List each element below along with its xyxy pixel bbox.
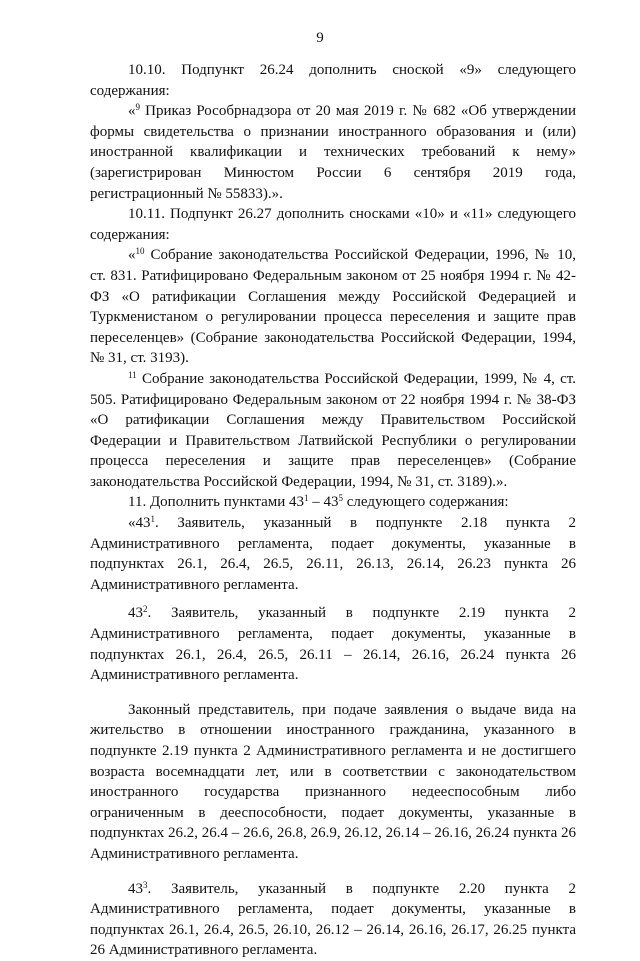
footnote-marker: 9 (135, 102, 140, 113)
paragraph-text: . Заявитель, указанный в подпункте 2.19 пункта 2 Административного регламента, подает документы, указанные в подпунктах 26.1, 26.4, 26.5, 26.11 – 26.14, 26.16, 26.24 пункта 26 Административного регламента. (90, 605, 576, 684)
superscript: 1 (304, 493, 309, 504)
footnote-text: Приказ Рособрнадзора от 20 мая 2019 г. № 682 «Об утверждении формы свидетельства о признании иностранного образования и (или) иностранной квалификации и технических требований к нему» (зарегистрирован Минюстом России 6 сентября 2019 года, регистрационный № 55833).». (90, 103, 576, 202)
footnote-10 (90, 245, 576, 369)
paragraph-43-1 (90, 513, 576, 595)
superscript: 5 (338, 493, 344, 504)
paragraph-text: Законный представитель, при подаче заявления о выдаче вида на жительство в отношении иностранного гражданина, указанного в подпункте 2.19 пункта 2 Административного регламента и не достигшего возраста восемнадцати лет, или в соответствии с законодательством иностранного государства признанного недееспособным либо ограниченным в дееспособности, подает документы, указанные в подпунктах 26.2, 26.4 – 26.6, 26.8, 26.9, 26.12, 26.14 – 26.16, 26.24 пункта 26 Административного регламента. (90, 701, 576, 862)
document-body (90, 60, 576, 961)
paragraph-43-3 (90, 879, 576, 961)
item-number: 43 (128, 880, 143, 897)
page-number: 9 (316, 30, 324, 46)
paragraph-legal-representative (90, 700, 576, 865)
paragraph-43-2 (90, 603, 576, 685)
footnote-text: Собрание законодательства Российской Федерации, 1999, № 4, ст. 505. Ратифицировано Федеральным законом от 22 ноября 1994 г. № 38-ФЗ «О ратификации Соглашения между Правительством Российской Федерации и Правительством Латвийской Республики о регулировании процесса переселения и защите прав переселенцев» (Собрание законодательства Российской Федерации, 1994, № 31, ст. 3189).». (90, 370, 576, 490)
paragraph-text: следующего содержания: (343, 494, 509, 511)
item-number: «43 (128, 515, 151, 532)
footnote-9 (90, 101, 576, 204)
footnote-marker: 11 (128, 369, 137, 380)
paragraph-10-11 (90, 204, 576, 245)
item-number: 43 (128, 605, 143, 622)
footnote-text: Собрание законодательства Российской Федерации, 1996, № 10, ст. 831. Ратифицировано Федеральным законом от 25 ноября 1994 г. № 42-ФЗ «О ратификации Соглашения между Российской Федерацией и Туркменистаном о регулировании процесса переселения и защите прав переселенцев» (Собрание законодательства Российской Федерации, 1994, № 31, ст. 3193). (90, 247, 576, 367)
paragraph-10-10 (90, 60, 576, 101)
paragraph-text: . Заявитель, указанный в подпункте 2.20 пункта 2 Административного регламента, подает документы, указанные в подпунктах 26.1, 26.4, 26.5, 26.10, 26.12 – 26.14, 26.16, 26.17, 26.25 пункта 26 Административного регламента. (90, 880, 576, 959)
footnote-11 (90, 369, 576, 493)
paragraph-text: – 43 (308, 494, 339, 511)
paragraph-text: 11. Дополнить пунктами 43 (128, 494, 305, 511)
paragraph-text: 10.10. Подпункт 26.24 дополнить сноской «9» следующего содержания: (90, 62, 576, 99)
open-quote: « (128, 247, 136, 264)
paragraph-11 (90, 492, 576, 513)
superscript: 2 (143, 604, 148, 615)
paragraph-text: . Заявитель, указанный в подпункте 2.18 пункта 2 Административного регламента, подает документы, указанные в подпунктах 26.1, 26.4, 26.5, 26.11, 26.13, 26.14, 26.23 пункта 26 Административного регламента. (90, 515, 576, 593)
superscript: 3 (143, 879, 148, 890)
superscript: 1 (150, 514, 155, 525)
footnote-marker: 10 (135, 246, 145, 257)
open-quote: « (128, 103, 136, 120)
paragraph-text: 10.11. Подпункт 26.27 дополнить сносками «10» и «11» следующего содержания: (90, 206, 576, 243)
